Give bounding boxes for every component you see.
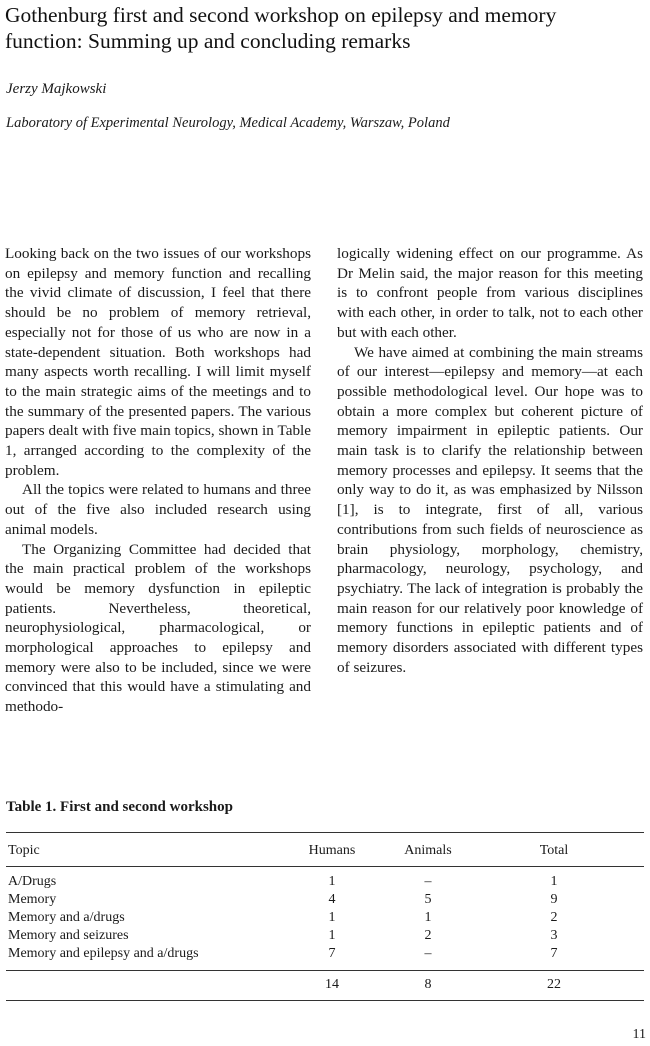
paragraph: All the topics were related to humans and three out of the five also included research using animal models. — [5, 481, 311, 538]
column-header-humans: Humans — [308, 843, 356, 858]
cell-topic: Memory — [8, 892, 57, 907]
cell-topic: A/Drugs — [8, 874, 57, 889]
cell-humans: 4 — [328, 892, 336, 907]
cell-topic: Memory and seizures — [8, 928, 129, 943]
left-column — [5, 244, 311, 717]
paragraph: logically widening effect on our programme. As Dr Melin said, the major reason for this meeting is to confront people from various disciplines with each other, in order to talk, not to each other but with each other. — [337, 245, 643, 341]
cell-animals: – — [424, 946, 432, 961]
cell-topic: Memory and a/drugs — [8, 910, 125, 925]
paragraph: We have aimed at combining the main streams of our interest—epilepsy and memory—at each possible methodological level. Our hope was to obtain a more complex but coherent picture of memory impairment in epileptic patients. Our main task is to clarify the relationship between memory processes and epilepsy. It seems that the only way to do it, as was emphasized by Nilsson [1], is to integrate, first of all, various contributions from such fields of neuroscience as brain physiology, morphology, chemistry, pharmacology, neurology, psychology, and psychiatry. The lack of integration is probably the main reason for our relatively poor knowledge of memory functions in epileptic patients and of memory disorders associated with different types of seizures. — [337, 343, 643, 676]
total-animals: 8 — [424, 977, 432, 992]
page-number: 11 — [632, 1027, 646, 1042]
table-header-rule — [6, 866, 644, 867]
paragraph: Looking back on the two issues of our workshops on epilepsy and memory function and recalling the vivid climate of discussion, I feel that there should be no problem of memory retrieval, especially not for those of us who are now in a state-dependent situation. Both workshops had many aspects worth recalling. I will limit myself to the main strategic aims of the meetings and to the summary of the presented papers. The various papers dealt with five main topics, shown in Table 1, arranged according to the complexity of the problem. — [5, 245, 311, 479]
column-header-animals: Animals — [404, 843, 452, 858]
cell-total: 1 — [550, 874, 558, 889]
paragraph: The Organizing Committee had decided that the main practical problem of the workshops would be memory dysfunction in epileptic patients. Nevertheless, theoretical, neurophysiological, pharmacological, or morphological approaches to epilepsy and memory were also to be included, since we were convinced that this would have a stimulating and methodo- — [5, 540, 311, 716]
cell-total: 2 — [550, 910, 558, 925]
cell-animals: – — [424, 874, 432, 889]
total-humans: 14 — [325, 977, 339, 992]
table-caption: Table 1. First and second workshop — [6, 799, 233, 815]
cell-humans: 7 — [328, 946, 336, 961]
cell-animals: 2 — [424, 928, 432, 943]
article-title: Gothenburg first and second workshop on epilepsy and memory function: Summing up and concluding remarks — [5, 3, 557, 53]
cell-humans: 1 — [328, 874, 336, 889]
cell-total: 3 — [550, 928, 558, 943]
author-affiliation: Laboratory of Experimental Neurology, Medical Academy, Warszaw, Poland — [6, 115, 450, 131]
table-top-rule — [6, 832, 644, 833]
total-overall: 22 — [547, 977, 561, 992]
table-body-rule — [6, 970, 644, 971]
table-bottom-rule — [6, 1000, 644, 1001]
cell-humans: 1 — [328, 910, 336, 925]
cell-total: 7 — [550, 946, 558, 961]
author-name: Jerzy Majkowski — [6, 81, 107, 97]
right-column — [337, 244, 643, 677]
cell-topic: Memory and epilepsy and a/drugs — [8, 946, 199, 961]
cell-total: 9 — [550, 892, 558, 907]
cell-animals: 1 — [424, 910, 432, 925]
column-header-topic: Topic — [8, 843, 40, 858]
cell-humans: 1 — [328, 928, 336, 943]
cell-animals: 5 — [424, 892, 432, 907]
column-header-total: Total — [539, 843, 569, 858]
